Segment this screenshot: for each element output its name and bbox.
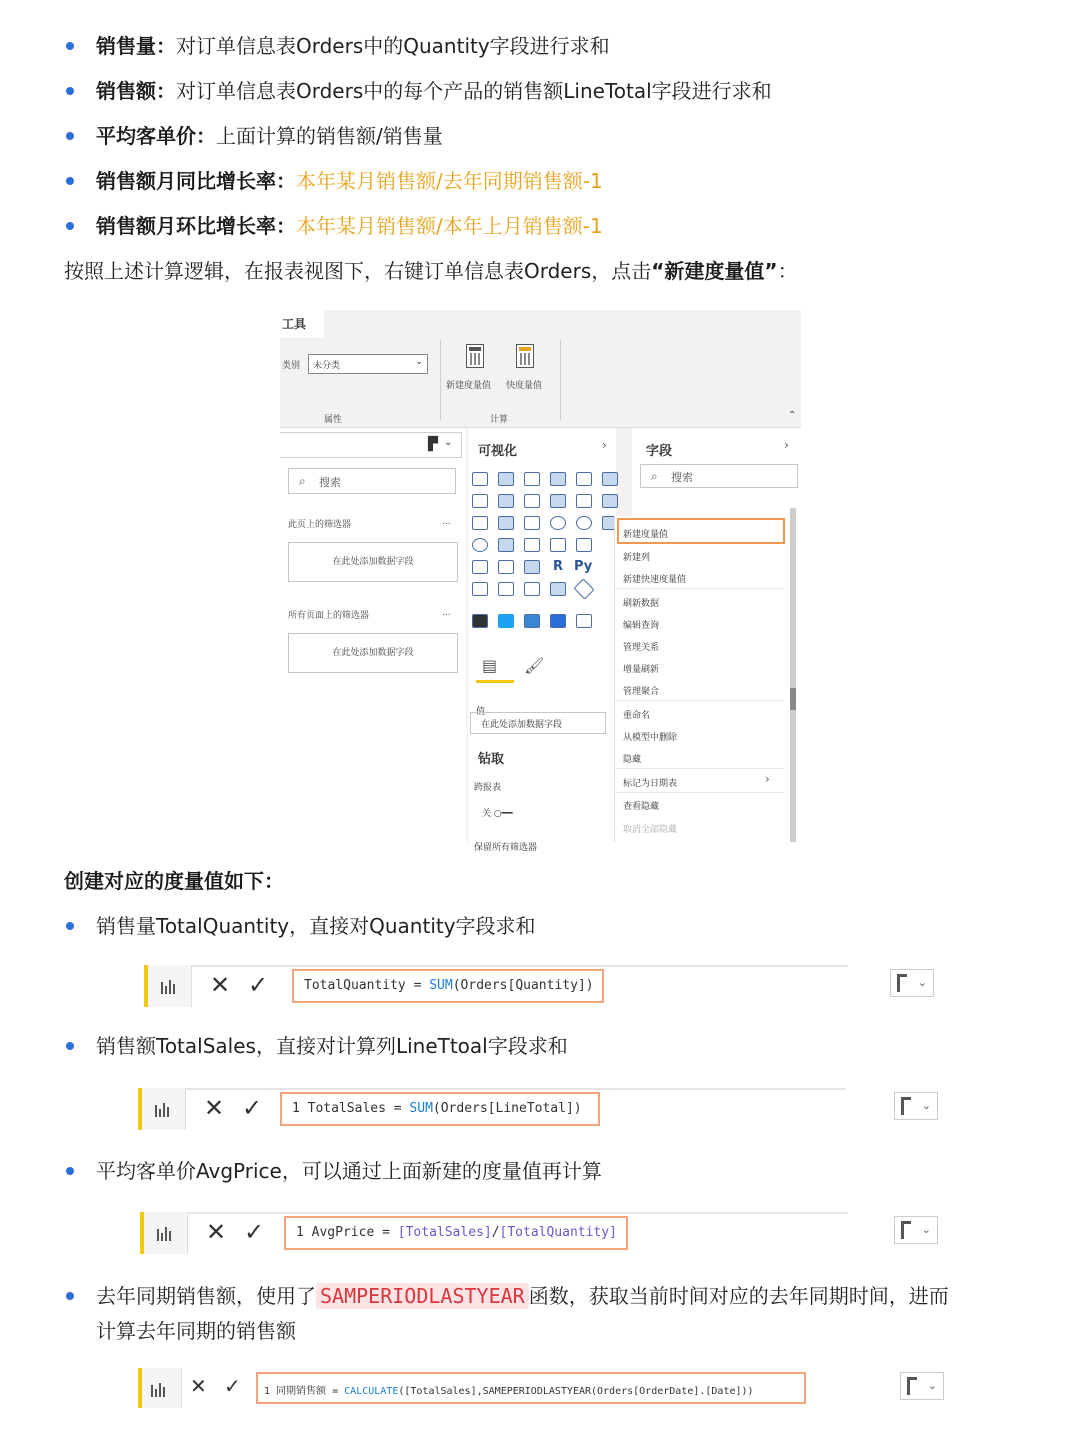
formula-input[interactable] xyxy=(256,1372,806,1404)
powerbi-screenshot xyxy=(280,310,801,853)
smart-narrative-icon[interactable] xyxy=(550,582,566,596)
bullet-dot xyxy=(66,177,74,185)
bullet-formula-text: 本年某月销售额/去年同期销售额-1 xyxy=(296,169,603,193)
group-calc-label: 计算 xyxy=(490,415,509,425)
qa-icon[interactable] xyxy=(498,582,514,596)
filters-page-heading: 此页上的筛选器 xyxy=(288,520,352,530)
search-placeholder: 搜索 xyxy=(319,476,341,489)
bullet-label: 销售量： xyxy=(96,34,176,58)
divide-operator: / xyxy=(491,1225,500,1240)
new-measure-button[interactable]: 新建度量值 xyxy=(446,381,492,391)
menu-item-new-quick-measure[interactable]: 新建快速度量值 xyxy=(623,575,687,585)
ribbon-divider xyxy=(560,340,561,420)
waterfall-icon[interactable] xyxy=(472,516,488,530)
chevron-right-icon[interactable]: › xyxy=(602,438,607,452)
pie-icon[interactable] xyxy=(550,516,566,530)
calculator-icon[interactable] xyxy=(466,344,484,368)
formula-line-number: 1 xyxy=(296,1225,304,1240)
measure-ref: [TotalQuantity] xyxy=(499,1225,617,1240)
measure-name: TotalQuantity xyxy=(304,978,406,993)
menu-item-delete[interactable]: 从模型中删除 xyxy=(623,733,678,743)
clustered-column-icon[interactable] xyxy=(550,472,566,486)
apps-icon[interactable] xyxy=(550,614,566,628)
twitter-icon[interactable] xyxy=(498,614,514,628)
menu-item-unhide-all: 取消全部隐藏 xyxy=(623,825,678,835)
cancel-icon[interactable]: ✕ xyxy=(204,1094,225,1122)
gauge-icon[interactable] xyxy=(524,538,540,552)
format-brush-icon[interactable]: 🖌 xyxy=(524,656,545,675)
bar-chart-icon xyxy=(156,1223,174,1241)
bullet-text: 销售额TotalSales，直接对计算列LineTtoal字段求和 xyxy=(96,1034,568,1058)
formula-input[interactable] xyxy=(280,1092,600,1126)
formula-line-number: 1 xyxy=(292,1101,300,1116)
section-title: 创建对应的度量值如下： xyxy=(64,869,284,893)
add-field-well[interactable]: 在此处添加数据字段 xyxy=(288,633,458,673)
bullet-text: 去年同期销售额，使用了 xyxy=(96,1284,316,1308)
map-icon[interactable] xyxy=(472,538,488,552)
filters-pane xyxy=(280,428,466,842)
visualizations-pane xyxy=(468,428,616,853)
function-name: CALCULATE xyxy=(344,1386,399,1397)
values-label: 值 xyxy=(476,707,486,717)
keep-filters-label: 保留所有筛选器 xyxy=(474,843,538,853)
formula-expand-toggle[interactable]: ⌄ xyxy=(894,1216,938,1244)
paginated-icon[interactable] xyxy=(524,582,540,596)
toggle-off[interactable]: 关 ○━━ xyxy=(482,809,513,819)
measure-name: 同期销售额 xyxy=(276,1386,327,1397)
ribbon xyxy=(280,310,801,428)
commit-icon[interactable]: ✓ xyxy=(248,971,269,999)
cancel-icon[interactable]: ✕ xyxy=(210,971,231,999)
filters-header xyxy=(280,432,462,458)
toggle-off-label: 关 xyxy=(482,809,492,819)
menu-item-refresh[interactable]: 刷新数据 xyxy=(623,599,660,609)
filled-map-icon[interactable] xyxy=(498,538,514,552)
equals-sign: = xyxy=(382,1225,390,1240)
menu-item-manage-aggregations[interactable]: 管理聚合 xyxy=(623,687,660,697)
commit-icon[interactable]: ✓ xyxy=(244,1218,265,1246)
collapse-ribbon-icon[interactable]: ⌃ xyxy=(788,410,797,421)
paragraph xyxy=(64,256,798,286)
visualizations-title: 可视化 xyxy=(478,444,518,459)
search-icon: ⌕ xyxy=(299,474,306,488)
formula-line-number: 1 xyxy=(264,1386,271,1397)
bullet-label: 销售额月同比增长率： xyxy=(96,169,296,193)
scrollbar[interactable] xyxy=(790,508,796,842)
menu-item-rename[interactable]: 重命名 xyxy=(623,711,651,721)
fields-well-icon[interactable]: ▤ xyxy=(482,656,498,675)
chevron-down-icon: ⌄ xyxy=(415,357,423,367)
bullet-text: 函数，获取当前时间对应的去年同期时间，进而 xyxy=(528,1284,949,1308)
quick-measure-button[interactable]: 快度量值 xyxy=(506,381,543,391)
equals-sign: = xyxy=(413,978,422,993)
bullet-dot xyxy=(66,132,74,140)
formula-args: ([TotalSales],SAMEPERIODLASTYEAR(Orders[OrderDate].[Date])) xyxy=(398,1386,754,1397)
formula-bar xyxy=(144,965,940,1007)
ribbon-divider xyxy=(440,340,441,420)
python-visual-icon[interactable]: Py xyxy=(574,559,593,574)
scatter-icon[interactable] xyxy=(524,516,540,530)
menu-item-hide[interactable]: 隐藏 xyxy=(623,755,642,765)
menu-item-incremental-refresh[interactable]: 增量刷新 xyxy=(623,665,660,675)
formula-expand-toggle[interactable]: ⌄ xyxy=(890,969,934,997)
formula-input[interactable] xyxy=(284,1216,628,1250)
stacked-area-icon[interactable] xyxy=(524,494,540,508)
function-name: SUM xyxy=(409,1101,433,1116)
more-options-icon[interactable]: ... xyxy=(442,517,451,527)
formula-bar xyxy=(140,1212,940,1254)
inline-code: SAMPERIODLASTYEAR xyxy=(316,1283,529,1309)
bullet-text: 销售量TotalQuantity，直接对Quantity字段求和 xyxy=(96,914,536,938)
formula-expand-toggle[interactable]: ⌄ xyxy=(900,1372,944,1400)
donut-icon[interactable] xyxy=(576,516,592,530)
multirow-card-icon[interactable] xyxy=(576,538,592,552)
group-props-label: 属性 xyxy=(324,415,343,425)
para-suffix: ： xyxy=(777,259,798,283)
bullet-dot xyxy=(66,1167,74,1175)
formula-top-line xyxy=(188,1212,848,1214)
menu-divider xyxy=(615,792,783,793)
menu-item-new-measure[interactable]: 新建度量值 xyxy=(623,530,669,540)
cross-report-label: 跨报表 xyxy=(474,783,502,793)
filters-all-heading: 所有页面上的筛选器 xyxy=(288,611,370,621)
measure-ref: [TotalSales] xyxy=(397,1225,492,1240)
search-icon: ⌕ xyxy=(651,469,658,483)
formula-top-line xyxy=(192,965,848,967)
line-column-icon[interactable] xyxy=(550,494,566,508)
bullet-dot xyxy=(66,222,74,230)
menu-divider xyxy=(615,588,783,589)
bullet-label: 平均客单价： xyxy=(96,124,216,148)
bullet-text: 平均客单价AvgPrice，可以通过上面新建的度量值再计算 xyxy=(96,1159,602,1183)
formula-expand-toggle[interactable]: ⌄ xyxy=(894,1092,938,1120)
menu-item-new-column[interactable]: 新建列 xyxy=(623,553,651,563)
bullet-text: 对订单信息表Orders中的每个产品的销售额LineTotal字段进行求和 xyxy=(176,79,772,103)
commit-icon[interactable]: ✓ xyxy=(242,1094,263,1122)
search-placeholder: 搜索 xyxy=(671,471,693,484)
category-select[interactable] xyxy=(308,354,428,374)
formula-input[interactable] xyxy=(292,969,604,1003)
bullet-label: 销售额： xyxy=(96,79,176,103)
column-100-icon[interactable] xyxy=(602,472,618,486)
equals-sign: = xyxy=(332,1386,339,1397)
cancel-icon[interactable]: ✕ xyxy=(206,1218,227,1246)
filter-icon[interactable]: ▛ xyxy=(428,437,438,452)
matrix-icon[interactable] xyxy=(524,560,540,574)
menu-item-edit-query[interactable]: 编辑查询 xyxy=(623,621,660,631)
funnel-icon[interactable] xyxy=(498,516,514,530)
quick-measure-icon[interactable] xyxy=(516,344,534,368)
menu-divider xyxy=(615,768,783,769)
menu-divider xyxy=(615,700,783,701)
formula-top-line xyxy=(186,1088,846,1090)
category-value: 未分类 xyxy=(313,361,341,371)
commit-icon[interactable]: ✓ xyxy=(224,1374,241,1398)
stacked-column-icon[interactable] xyxy=(498,472,514,486)
cancel-icon[interactable]: ✕ xyxy=(190,1374,207,1398)
measure-name: AvgPrice xyxy=(311,1225,375,1240)
bullet-text: 上面计算的销售额/销售量 xyxy=(216,124,443,148)
category-label: 类别 xyxy=(282,361,301,371)
bar-chart-icon xyxy=(150,1379,168,1397)
ribbon-chart-icon[interactable] xyxy=(602,494,618,508)
bullet-label: 销售额月环比增长率： xyxy=(96,214,296,238)
bar-100-icon[interactable] xyxy=(576,472,592,486)
bullet-dot xyxy=(66,87,74,95)
more-options-icon[interactable]: ... xyxy=(442,608,451,618)
area-chart-icon[interactable] xyxy=(498,494,514,508)
clustered-bar-icon[interactable] xyxy=(524,472,540,486)
bar-chart-icon xyxy=(160,976,178,994)
bullet-dot xyxy=(66,922,74,930)
menu-item-view-hidden[interactable]: 查看隐藏 xyxy=(623,802,660,812)
bullet-dot xyxy=(66,42,74,50)
decomposition-icon[interactable] xyxy=(472,582,488,596)
context-menu xyxy=(614,516,782,842)
r-visual-icon[interactable]: R xyxy=(552,559,563,574)
fields-title: 字段 xyxy=(646,444,673,459)
bullet-dot xyxy=(66,1292,74,1300)
kpi-icon[interactable] xyxy=(472,560,488,574)
scrollbar-thumb[interactable] xyxy=(790,688,796,710)
bar-chart-icon xyxy=(154,1099,172,1117)
para-bold: “新建度量值” xyxy=(651,259,778,283)
table-icon[interactable] xyxy=(498,560,514,574)
bullet-text: 计算去年同期的销售额 xyxy=(96,1319,296,1343)
powerautomate-icon[interactable] xyxy=(524,614,540,628)
powerapps-icon[interactable] xyxy=(472,614,488,628)
measure-name: TotalSales xyxy=(307,1101,386,1116)
card-icon[interactable] xyxy=(550,538,566,552)
active-tab-underline xyxy=(476,680,514,683)
chevron-right-icon: › xyxy=(765,772,770,786)
function-name: SUM xyxy=(429,978,453,993)
formula-bar xyxy=(138,1088,942,1130)
bullet-formula-text: 本年某月销售额/本年上月销售额-1 xyxy=(296,214,603,238)
ribbon-tab[interactable]: 工具 xyxy=(280,310,324,338)
formula-args: (Orders[Quantity]) xyxy=(452,978,594,993)
formula-args: (Orders[LineTotal]) xyxy=(432,1101,582,1116)
bullet-dot xyxy=(66,1042,74,1050)
custom-visual-icon[interactable] xyxy=(576,614,592,628)
bullet-text: 对订单信息表Orders中的Quantity字段进行求和 xyxy=(176,34,610,58)
formula-bar xyxy=(138,1368,944,1408)
equals-sign: = xyxy=(393,1101,402,1116)
values-add-field[interactable]: 在此处添加数据字段 xyxy=(470,712,606,734)
menu-item-manage-relationships[interactable]: 管理关系 xyxy=(623,643,660,653)
chevron-right-icon[interactable]: › xyxy=(784,438,789,452)
chevron-down-icon[interactable]: ⌄ xyxy=(444,437,453,448)
stacked-bar-icon[interactable] xyxy=(472,472,488,486)
line-clustered-icon[interactable] xyxy=(576,494,592,508)
drill-title: 钻取 xyxy=(478,752,505,767)
line-chart-icon[interactable] xyxy=(472,494,488,508)
para-prefix: 按照上述计算逻辑，在报表视图下，右键订单信息表Orders，点击 xyxy=(64,259,652,283)
add-field-well[interactable]: 在此处添加数据字段 xyxy=(288,542,458,582)
menu-item-mark-date-table[interactable]: 标记为日期表 xyxy=(623,779,678,789)
filters-search-input[interactable] xyxy=(288,468,456,494)
fields-search-input[interactable] xyxy=(640,464,798,488)
